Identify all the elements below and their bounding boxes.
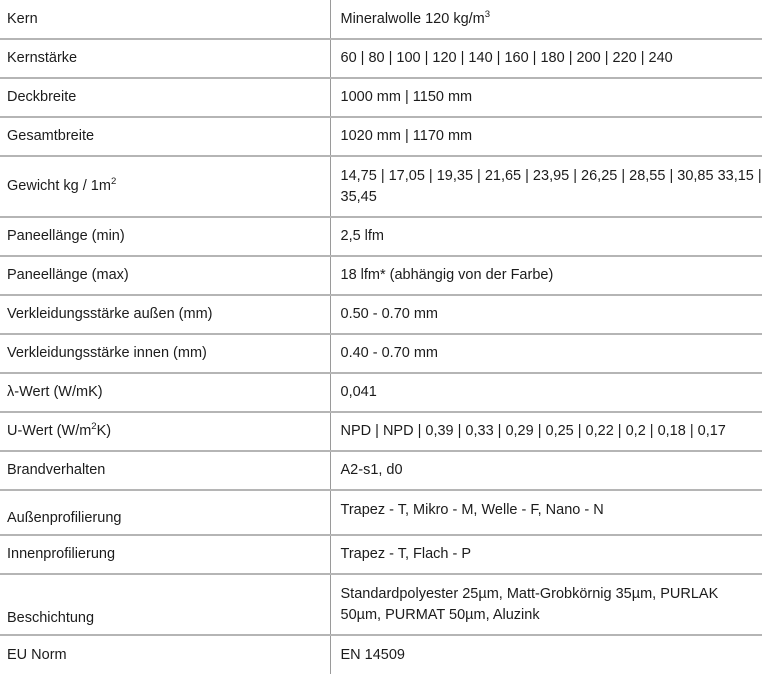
spec-value-text: Trapez - T, Flach - P [340, 546, 472, 563]
table-row [0, 295, 762, 334]
table-row [0, 490, 762, 535]
spec-value-cell [330, 334, 762, 373]
spec-label-text: Verkleidungsstärke innen (mm) [7, 345, 207, 362]
spec-value-superscript: 3 [484, 8, 491, 20]
spec-value-cell [330, 0, 762, 39]
spec-label-cell [0, 217, 330, 256]
spec-value-text: 2,5 lfm [340, 228, 385, 245]
spec-label-superscript: 2 [110, 176, 117, 188]
spec-value-text: 0,041 [340, 384, 377, 401]
spec-value-text: 0.40 - 0.70 mm [340, 345, 439, 362]
spec-value-text: Trapez - T, Mikro - M, Welle - F, Nano - N [340, 502, 604, 518]
table-row [0, 117, 762, 156]
spec-value-text: 60 | 80 | 100 | 120 | 140 | 160 | 180 | 200 | 220 | 240 [340, 50, 673, 67]
spec-value-cell [330, 412, 762, 451]
spec-label-text: Außenprofilierung [7, 510, 122, 527]
spec-label-cell [0, 574, 330, 635]
table-row [0, 535, 762, 574]
spec-value-cell [330, 78, 762, 117]
table-row [0, 373, 762, 412]
spec-value-cell [330, 535, 762, 574]
spec-label-cell [0, 78, 330, 117]
spec-label-text: λ-Wert (W/mK) [7, 384, 103, 401]
spec-label-cell [0, 451, 330, 490]
spec-label-cell [0, 334, 330, 373]
spec-label-cell [0, 412, 330, 451]
table-row [0, 412, 762, 451]
spec-label-cell [0, 39, 330, 78]
spec-value-text: 0.50 - 0.70 mm [340, 306, 439, 323]
spec-label-text: Innenprofilierung [7, 546, 116, 563]
spec-value-text: Standardpolyester 25µm, Matt-Grobkörnig 35µm, PURLAK 50µm, PURMAT 50µm, Aluzink [340, 586, 719, 623]
spec-label-cell [0, 0, 330, 39]
spec-value-text: 14,75 | 17,05 | 19,35 | 21,65 | 23,95 | 26,25 | 28,55 | 30,85 33,15 | 35,45 [340, 167, 762, 205]
table-row [0, 334, 762, 373]
spec-label-cell [0, 117, 330, 156]
spec-label-superscript: 2 [91, 421, 97, 433]
spec-label-cell [0, 256, 330, 295]
table-row [0, 256, 762, 295]
spec-label-cell [0, 635, 330, 674]
spec-value-text: NPD | NPD | 0,39 | 0,33 | 0,29 | 0,25 | 0,22 | 0,2 | 0,18 | 0,17 [340, 423, 726, 440]
spec-value-cell [330, 451, 762, 490]
spec-value-cell [330, 373, 762, 412]
spec-value-text: 1000 mm | 1150 mm [340, 89, 473, 106]
spec-label-text: U-Wert (W/m [7, 423, 92, 440]
spec-label-text-tail: K) [96, 423, 112, 440]
spec-value-cell [330, 574, 762, 635]
table-row [0, 451, 762, 490]
spec-value-cell [330, 490, 762, 535]
spec-value-cell [330, 635, 762, 674]
spec-label-cell [0, 535, 330, 574]
spec-label-text: Deckbreite [7, 89, 77, 106]
spec-value-cell [330, 256, 762, 295]
spec-label-cell [0, 373, 330, 412]
spec-label-text: EU Norm [7, 646, 67, 663]
spec-label-text: Verkleidungsstärke außen (mm) [7, 306, 213, 323]
table-row [0, 156, 762, 217]
spec-value-cell [330, 117, 762, 156]
spec-label-text: Brandverhalten [7, 462, 106, 479]
table-row [0, 39, 762, 78]
table-row [0, 0, 762, 39]
spec-value-text: Mineralwolle 120 kg/m [340, 10, 485, 27]
spec-label-text: Kern [7, 10, 38, 27]
spec-label-text: Gesamtbreite [7, 128, 95, 145]
spec-value-text: 1020 mm | 1170 mm [340, 128, 473, 145]
table-row [0, 78, 762, 117]
table-row [0, 217, 762, 256]
spec-label-text: Paneellänge (min) [7, 228, 125, 245]
spec-label-text: Kernstärke [7, 50, 78, 67]
spec-value-cell [330, 295, 762, 334]
spec-label-text: Gewicht kg / 1m [7, 178, 111, 195]
spec-value-text: EN 14509 [340, 646, 405, 663]
spec-label-text: Beschichtung [7, 610, 95, 627]
spec-value-cell [330, 217, 762, 256]
spec-label-cell [0, 156, 330, 217]
spec-value-cell [330, 39, 762, 78]
spec-value-cell [330, 156, 762, 217]
spec-label-cell [0, 490, 330, 535]
table-row [0, 574, 762, 635]
spec-value-text: A2-s1, d0 [340, 462, 403, 479]
spec-label-text: Paneellänge (max) [7, 267, 129, 284]
table-row [0, 635, 762, 674]
spec-label-cell [0, 295, 330, 334]
spec-value-text: 18 lfm* (abhängig von der Farbe) [340, 267, 554, 284]
